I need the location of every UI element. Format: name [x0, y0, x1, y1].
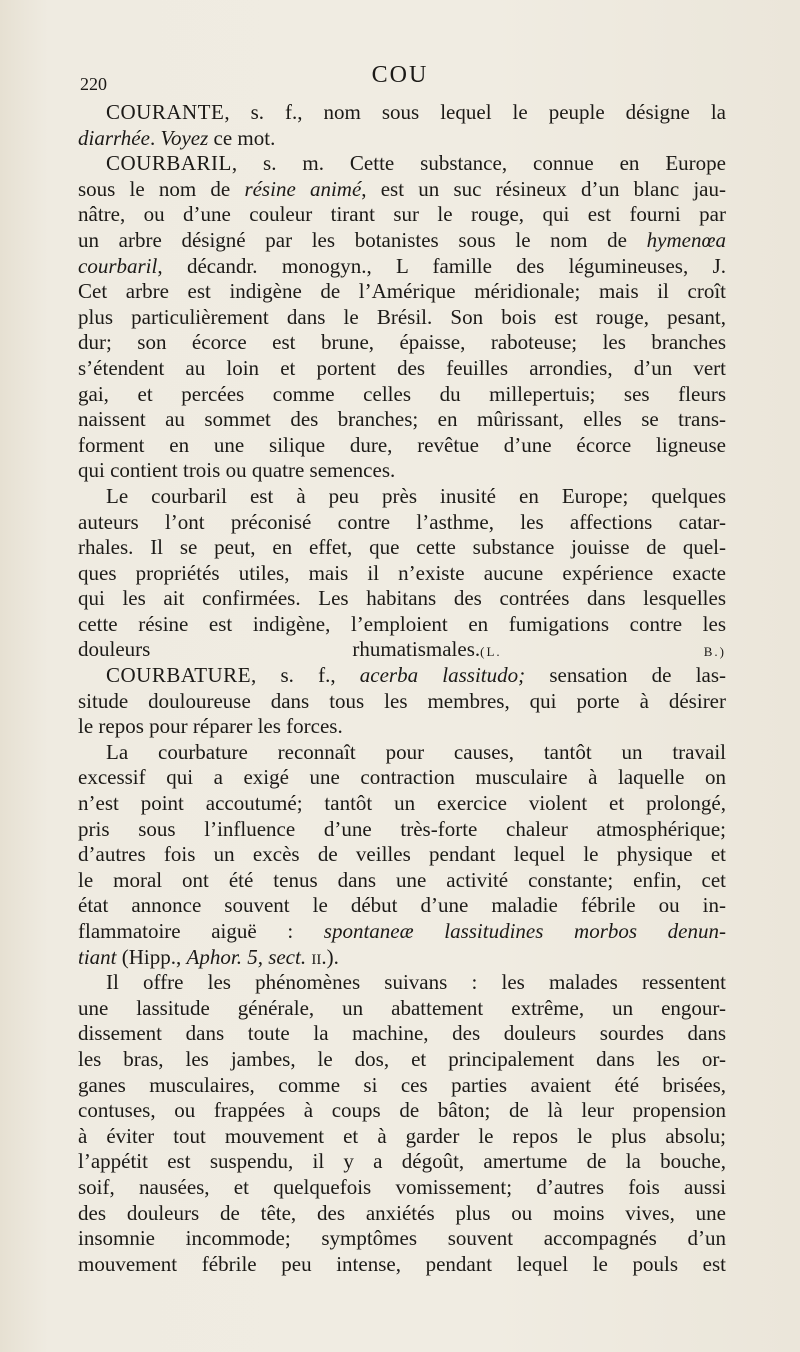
text-line: [78, 612, 726, 638]
text-line: [78, 407, 726, 433]
text-line: [78, 1149, 726, 1175]
text-span: mouvement fébrile peu intense, pendant lequel le pouls est: [78, 1251, 726, 1276]
text-span: cette résine est indigène, l’emploient en fumigations contre les: [78, 611, 726, 636]
text-span: insomnie incommode; symptômes souvent accompagnés d’un: [78, 1226, 726, 1251]
text-span: les bras, les jambes, le dos, et principalement dans les or-: [78, 1046, 726, 1071]
text-line: [78, 535, 726, 561]
text-line: [78, 1098, 726, 1124]
text-span: , s. f., nom sous lequel le peuple désigne la: [224, 100, 726, 124]
running-head: COU: [371, 62, 429, 88]
text-span: spontaneæ lassitudines morbos denun-: [323, 919, 726, 943]
page-header: [0, 62, 800, 96]
text-line: [78, 1047, 726, 1073]
text-span: qui contient trois ou quatre semences.: [78, 458, 396, 483]
text-span: situde douloureuse dans tous les membres, qui porte à désirer: [78, 688, 726, 713]
text-line: [78, 356, 726, 382]
text-span: , décandr. monogyn., L famille des légumineuses, J.: [157, 253, 726, 278]
text-span: Le courbaril est à peu près inusité en Europe; quelques: [106, 483, 726, 508]
text-span: qui les ait confirmées. Les habitans des contrées dans lesquelles: [78, 586, 726, 611]
entry-headword: COURBATURE: [106, 663, 252, 688]
text-span: s’étendent au loin et portent des feuilles arrondies, d’un vert: [78, 355, 726, 380]
text-span: Cet arbre est indigène de l’Amérique méridionale; mais il croît: [78, 279, 726, 304]
text-line: [78, 1226, 726, 1252]
text-span: excessif qui a exigé une contraction musculaire à laquelle on: [78, 765, 726, 790]
text-span: sous le nom de: [78, 176, 245, 201]
text-line: [78, 970, 726, 996]
text-span: ganes musculaires, comme si ces parties avaient été brisées,: [78, 1072, 726, 1097]
text-line: [78, 842, 726, 868]
text-line: [78, 919, 726, 945]
text-line: [78, 561, 726, 587]
text-span: ques propriétés utiles, mais il n’existe aucune expérience exacte: [78, 560, 726, 585]
text-span: La courbature reconnaît pour causes, tantôt un travail: [106, 739, 726, 764]
text-span: acerba lassitudo;: [359, 663, 526, 688]
text-line: [78, 126, 726, 152]
text-span: Aphor. 5, sect.: [186, 944, 312, 969]
text-span: gai, et percées comme celles du millepertuis; ses fleurs: [78, 381, 726, 406]
page-number: 220: [80, 74, 107, 94]
text-line: [78, 433, 726, 459]
text-span: diarrhée: [78, 125, 150, 150]
text-line: [78, 254, 726, 280]
text-span: hymenœa: [646, 227, 726, 252]
text-span: tiant: [78, 944, 117, 969]
text-span: résine animé: [244, 176, 362, 201]
text-span: des douleurs de tête, des anxiétés plus ou moins vives, une: [78, 1200, 726, 1225]
text-line: [78, 663, 726, 689]
text-span: n’est point accoutumé; tantôt un exercice violent et prolongé,: [78, 791, 726, 816]
text-line: [78, 382, 726, 408]
entry-headword: COURBARIL: [106, 151, 232, 176]
text-span: II: [311, 951, 322, 968]
text-line: [78, 100, 726, 126]
text-line: [78, 177, 726, 203]
text-span: , est un suc résineux d’un blanc jau-: [361, 176, 726, 201]
author-signature: (L. B.): [480, 644, 726, 660]
text-span: d’autres fois un excès de veilles pendant lequel le physique et: [78, 842, 726, 867]
text-span: l’appétit est suspendu, il y a dégoût, amertume de la bouche,: [78, 1149, 726, 1174]
text-span: sensation de las-: [525, 663, 727, 688]
text-span: contuses, ou frappées à coups de bâton; de là leur propension: [78, 1098, 726, 1123]
text-span: plus particulièrement dans le Brésil. Son bois est rouge, pesant,: [78, 304, 726, 329]
text-line: [78, 1175, 726, 1201]
text-line: [78, 586, 726, 612]
text-line: [78, 151, 726, 177]
text-line: [78, 1201, 726, 1227]
text-line: [78, 1252, 726, 1278]
text-span: douleurs rhumatismales.: [78, 637, 481, 662]
text-line: [78, 893, 726, 919]
text-span: , s. m. Cette substance, connue en Europe: [231, 151, 726, 176]
text-line: [78, 996, 726, 1022]
text-line: [78, 305, 726, 331]
text-line: [78, 765, 726, 791]
text-span: ce mot.: [208, 125, 276, 150]
text-line: [78, 458, 726, 484]
text-span: courbaril: [78, 253, 158, 278]
text-span: le moral ont été tenus dans une activité constante; enfin, cet: [78, 867, 726, 892]
text-span: forment en une silique dure, revêtue d’une écorce ligneuse: [78, 432, 726, 457]
text-span: , s. f.,: [251, 663, 360, 688]
text-span: dur; son écorce est brune, épaisse, raboteuse; les branches: [78, 330, 726, 355]
text-span: à éviter tout mouvement et à garder le repos le plus absolu;: [78, 1123, 726, 1148]
text-span: le repos pour réparer les forces.: [78, 714, 343, 739]
text-line: [78, 868, 726, 894]
text-span: flammatoire aiguë :: [78, 919, 324, 943]
text-line: [78, 791, 726, 817]
text-line: [78, 228, 726, 254]
text-span: dissement dans toute la machine, des douleurs sourdes dans: [78, 1021, 726, 1046]
text-line: [78, 510, 726, 536]
text-span: Voyez: [160, 125, 209, 150]
text-line: [78, 689, 726, 715]
text-span: rhales. Il se peut, en effet, que cette substance jouisse de quel-: [78, 535, 726, 560]
text-line: [78, 330, 726, 356]
text-span: état annonce souvent le début d’une maladie fébrile ou in-: [78, 893, 726, 918]
text-span: Il offre les phénomènes suivans : les malades ressentent: [106, 970, 726, 995]
text-span: nâtre, ou d’une couleur tirant sur le rouge, qui est fourni par: [78, 202, 726, 227]
text-line: [78, 1073, 726, 1099]
text-span: un arbre désigné par les botanistes sous le nom de: [78, 227, 647, 252]
text-line: [78, 1021, 726, 1047]
entry-headword: COURANTE: [106, 100, 225, 124]
text-span: soif, nausées, et quelquefois vomissement; d’autres fois aussi: [78, 1174, 726, 1199]
dictionary-text: [78, 100, 726, 1277]
text-line: [78, 1124, 726, 1150]
text-line: [78, 740, 726, 766]
text-span: naissent au sommet des branches; en mûrissant, elles se trans-: [78, 407, 726, 432]
text-line: [78, 202, 726, 228]
text-line: [78, 945, 726, 971]
text-span: une lassitude générale, un abattement extrême, un engour-: [78, 995, 726, 1020]
text-line: [78, 279, 726, 305]
text-line: [78, 714, 726, 740]
text-span: pris sous l’influence d’une très-forte chaleur atmosphérique;: [78, 816, 726, 841]
text-span: .).: [321, 944, 339, 969]
text-line: [78, 637, 726, 663]
text-line: [78, 484, 726, 510]
text-span: (Hipp.,: [116, 944, 187, 969]
text-span: auteurs l’ont préconisé contre l’asthme, les affections catar-: [78, 509, 726, 534]
text-line: [78, 817, 726, 843]
text-span: .: [149, 125, 161, 150]
